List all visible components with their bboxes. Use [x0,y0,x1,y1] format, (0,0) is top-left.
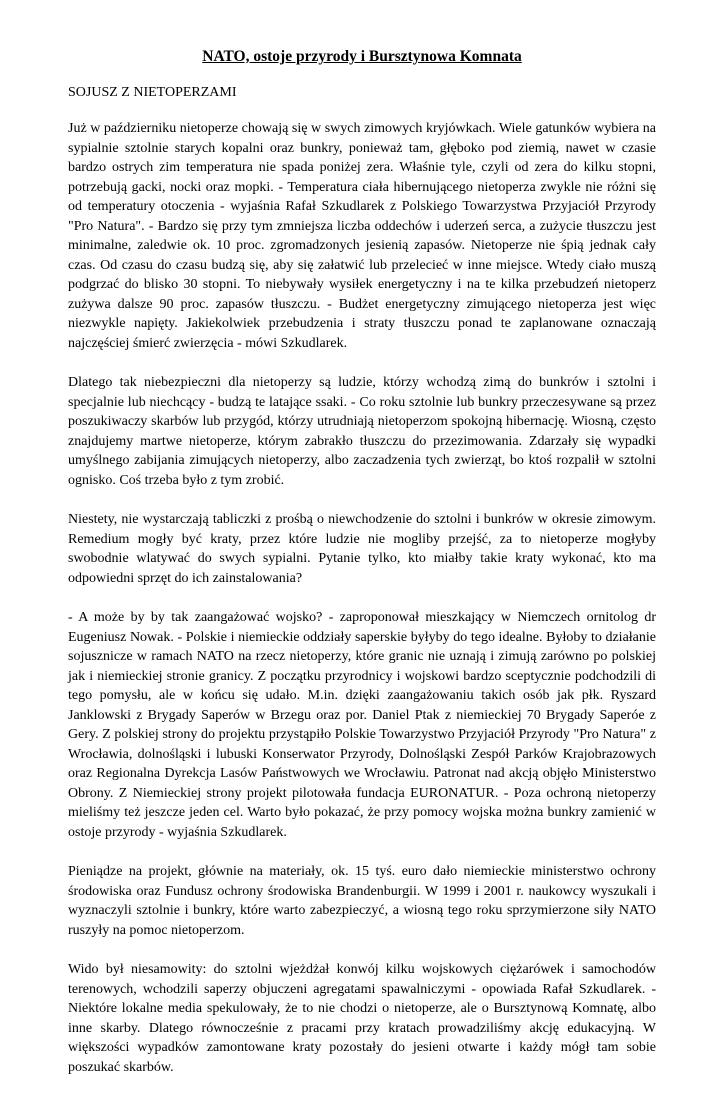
paragraph-4: - A może by by tak zaangażować wojsko? - zaproponował mieszkający w Niemczech ornitolog dr Eugeniusz Nowak. - Polskie i niemieckie oddziały saperskie byłyby do tego idealne. Byłoby to działanie sojusznicze w ramach NATO na rzecz nietoperzy, które granic nie uznają i zimują zarówno po polskiej jak i niemieckiej stronie granicy. Z początku przyrodnicy i wojskowi bardzo sceptycznie podchodzili di tego pomysłu, ale w końcu się udało. M.in. dzięki zaangażowaniu takich osób jak płk. Ryszard Janklowski z Brygady Saperów w Brzegu oraz por. Daniel Ptak z niemieckiej 70 Brygady Saperóe z Gery. Z polskiej strony do projektu przystąpiło Polskie Towarzystwo Przyjaciół Przyrody "Pro Natura" z Wrocławia, dolnośląski i lubuski Konserwator Przyrody, Dolnośląski Zespół Parków Krajobrazowych oraz Regionalna Dyrekcja Lasów Państwowych we Wrocławiu. Patronat nad akcją objęło Ministerstwo Obrony. Z Niemieckiej strony projekt pilotowała fundacja EURONATUR. - Poza ochroną nietoperzy mieliśmy też jeszcze jeden cel. Warto było pokazać, że przy pomocy wojska można bunkry zamienić w ostoje przyrody - wyjaśnia Szkudlarek. [68,610,656,840]
paragraph-6: Wido był niesamowity: do sztolni wjeżdżał konwój kilku wojskowych ciężarówek i samochodów terenowych, wchodzili saperzy objuczeni agregatami spawalniczymi - opowiada Rafał Szkudlarek. - Niektóre lokalne media spekulowały, że to nie chodzi o nietoperze, ale o Bursztynową Komnatę, albo inne skarby. Dlatego równocześnie z pracami przy kratach prowadziliśmy akcję edukacyjną. W większości wypadków zamontowane kraty pozostały do jesieni otwarte i każdy mógł tam sobie poszukać skarbów. [68,962,656,1075]
section-heading: SOJUSZ Z NIETOPERZAMI [68,85,237,100]
document-title: NATO, ostoje przyrody i Bursztynowa Komnata [202,48,522,65]
paragraph-2: Dlatego tak niebezpieczni dla nietoperzy są ludzie, którzy wchodzą zimą do bunkrów i sztolni i specjalnie lub niechcący - budzą te latające ssaki. - Co roku sztolnie lub bunkry przeczesywane są przez poszukiwaczy skarbów lub przygód, którzy utrudniają nietoperzom spokojną hibernację. Wiosną, często znajdujemy martwe nietoperze, którym zabrakło tłuszczu do przezimowania. Zdarzały się wypadki umyślnego zabijania zimujących nietoperzy, albo zaczadzenia tych zwierząt, bo ktoś rozpalił w sztolni ognisko. Coś trzeba było z tym zrobić. [68,375,656,488]
paragraph-3: Niestety, nie wystarczają tabliczki z prośbą o niewchodzenie do sztolni i bunkrów w okresie zimowym. Remedium mogły być kraty, przez które ludzie nie mogliby przejść, za to nietoperze mogłyby swobodnie wlatywać do swych sypialni. Pytanie tylko, kto miałby takie kraty wykonać, kto ma odpowiedni sprzęt do ich zainstalowania? [68,512,656,586]
paragraph-5: Pieniądze na projekt, głównie na materiały, ok. 15 tyś. euro dało niemieckie ministerstwo ochrony środowiska oraz Fundusz ochrony środowiska Brandenburgii. W 1999 i 2001 r. naukowcy wyszukali i wyznaczyli sztolnie i bunkry, które warto zabezpieczyć, a wiosną tego roku sprzymierzone siły NATO ruszyły na pomoc nietoperzom. [68,864,656,938]
document-page [68,46,656,1097]
paragraph-1: Już w październiku nietoperze chowają się w swych zimowych kryjówkach. Wiele gatunków wybiera na sypialnie sztolnie starych kopalni oraz bunkry, ponieważ tam, głęboko pod ziemią, nawet w czasie bardzo ostrych zim temperatura nie spada poniżej zera. Właśnie tyle, czyli od zera do kilku stopni, potrzebują gacki, nocki oraz mopki. - Temperatura ciała hibernującego nietoperza zwykle nie różni się od temperatury otoczenia - wyjaśnia Rafał Szkudlarek z Polskiego Towarzystwa Przyjaciół Przyrody "Pro Natura". - Bardzo się przy tym zmniejsza liczba oddechów i uderzeń serca, a zużycie tłuszczu jest minimalne, zaledwie ok. 10 proc. zgromadzonych jesienią zapasów. Nietoperze nie śpią jednak cały czas. Od czasu do czasu budzą się, aby się załatwić lub przelecieć w inne miejsce. Wtedy ciało muszą podgrzać do blisko 30 stopni. To niebywały wysiłek energetyczny i na te kilka przebudzeń nietoperz zużywa dalsze 90 proc. zapasów tłuszczu. - Budżet energetyczny zimującego nietoperza jest więc niezwykle napięty. Jakiekolwiek przebudzenia i straty tłuszczu ponad te zaplanowane oznaczają najczęściej śmierć zwierzęcia - mówi Szkudlarek. [68,121,656,351]
